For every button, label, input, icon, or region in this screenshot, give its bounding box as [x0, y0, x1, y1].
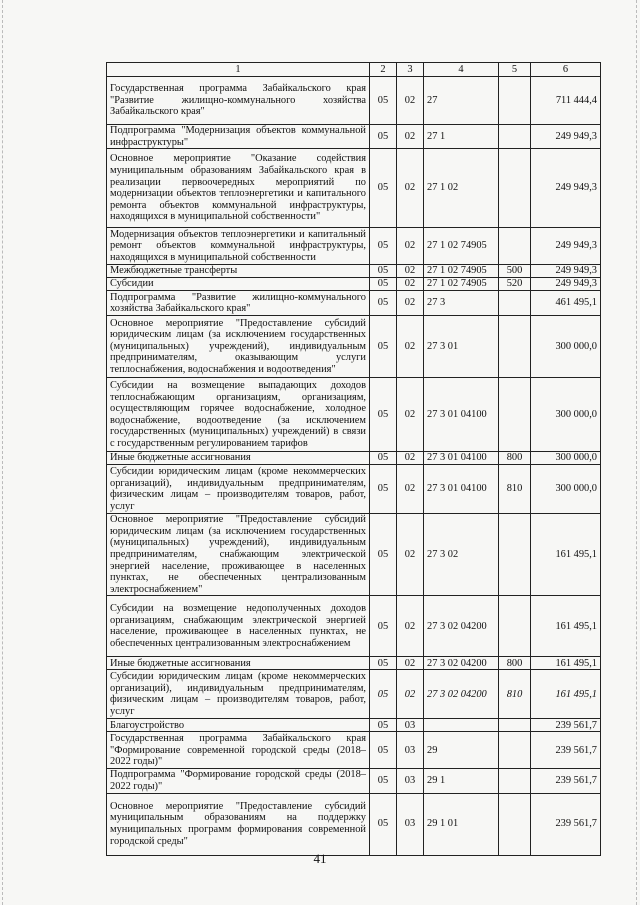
- expense-type-code-cell: 500: [499, 265, 531, 278]
- subsection-code-cell: 03: [397, 719, 424, 732]
- target-item-code-cell: 27 3 01: [424, 316, 499, 378]
- section-code-cell: 05: [370, 769, 397, 793]
- expense-type-code-cell: 520: [499, 278, 531, 291]
- row-name-cell: Субсидии юридическим лицам (кроме некоммерческих организаций), индивидуальным предпринимателям, физическим лицам – производителям товаров, работ, услуг: [107, 465, 370, 514]
- table-row: [107, 769, 601, 793]
- expense-type-code-cell: 810: [499, 465, 531, 514]
- expense-type-code-cell: [499, 793, 531, 855]
- section-code-cell: 05: [370, 596, 397, 657]
- row-name-cell: Субсидии: [107, 278, 370, 291]
- row-name-cell: Подпрограмма "Модернизация объектов коммунальной инфраструктуры": [107, 125, 370, 149]
- row-name-cell: Основное мероприятие "Предоставление субсидий юридическим лицам (за исключением государственных (муниципальных) учреждений), индивидуальным предпринимателям, оказывающим услуги теплоснабжения, водоснабжения и водоотведения": [107, 316, 370, 378]
- target-item-code-cell: 27 3: [424, 291, 499, 316]
- table-row: [107, 265, 601, 278]
- expense-type-code-cell: [499, 228, 531, 265]
- section-code-cell: 05: [370, 278, 397, 291]
- section-code-cell: 05: [370, 452, 397, 465]
- header-cell-3: 3: [397, 63, 424, 77]
- target-item-code-cell: 27 3 01 04100: [424, 452, 499, 465]
- expense-type-code-cell: [499, 149, 531, 228]
- subsection-code-cell: 02: [397, 228, 424, 265]
- subsection-code-cell: 02: [397, 670, 424, 719]
- amount-cell: 239 561,7: [531, 732, 601, 769]
- section-code-cell: 05: [370, 514, 397, 596]
- amount-cell: 249 949,3: [531, 265, 601, 278]
- section-code-cell: 05: [370, 316, 397, 378]
- table-row: [107, 465, 601, 514]
- expense-type-code-cell: [499, 77, 531, 125]
- section-code-cell: 05: [370, 125, 397, 149]
- section-code-cell: 05: [370, 732, 397, 769]
- amount-cell: 300 000,0: [531, 452, 601, 465]
- row-name-cell: Государственная программа Забайкальского края "Формирование современной городской среды (2018–2022 годы)": [107, 732, 370, 769]
- row-name-cell: Иные бюджетные ассигнования: [107, 657, 370, 670]
- amount-cell: 239 561,7: [531, 793, 601, 855]
- target-item-code-cell: 27 1 02: [424, 149, 499, 228]
- target-item-code-cell: 27 3 01 04100: [424, 465, 499, 514]
- amount-cell: 249 949,3: [531, 149, 601, 228]
- table-row: [107, 657, 601, 670]
- expense-type-code-cell: [499, 125, 531, 149]
- section-code-cell: 05: [370, 657, 397, 670]
- row-name-cell: Основное мероприятие "Оказание содействия муниципальным образованиям Забайкальского края в реализации первоочередных мероприятий по модернизации объектов теплоэнергетики и капитального ремонта объектов коммунальной инфраструктуры, находящихся в муниципальной собственности": [107, 149, 370, 228]
- table-row: [107, 670, 601, 719]
- header-cell-4: 4: [424, 63, 499, 77]
- section-code-cell: 05: [370, 670, 397, 719]
- amount-cell: 300 000,0: [531, 378, 601, 452]
- table-row: [107, 228, 601, 265]
- row-name-cell: Благоустройство: [107, 719, 370, 732]
- row-name-cell: Субсидии на возмещение выпадающих доходов теплоснабжающим организациям, организациям, осуществляющим горячее водоснабжение, холодное водоснабжение, водоотведение (за исключением государственных (муниципальных) учреждений) в связи с государственным регулированием тарифов: [107, 378, 370, 452]
- expense-type-code-cell: 800: [499, 657, 531, 670]
- table-row: [107, 291, 601, 316]
- table-body: [107, 77, 601, 856]
- target-item-code-cell: 27 1 02 74905: [424, 265, 499, 278]
- row-name-cell: Субсидии юридическим лицам (кроме некоммерческих организаций), индивидуальным предпринимателям, физическим лицам – производителям товаров, работ, услуг: [107, 670, 370, 719]
- expense-type-code-cell: [499, 769, 531, 793]
- table-row: [107, 149, 601, 228]
- subsection-code-cell: 02: [397, 657, 424, 670]
- amount-cell: 161 495,1: [531, 596, 601, 657]
- section-code-cell: 05: [370, 719, 397, 732]
- table-row: [107, 596, 601, 657]
- amount-cell: 239 561,7: [531, 719, 601, 732]
- amount-cell: 249 949,3: [531, 278, 601, 291]
- amount-cell: 249 949,3: [531, 228, 601, 265]
- budget-table: [106, 62, 601, 856]
- subsection-code-cell: 02: [397, 265, 424, 278]
- subsection-code-cell: 02: [397, 378, 424, 452]
- section-code-cell: 05: [370, 149, 397, 228]
- row-name-cell: Основное мероприятие "Предоставление субсидий юридическим лицам (за исключением государственных (муниципальных) учреждений), индивидуальным предпринимателям, снабжающим электрической энергией население, проживающее в населенных пунктах, не обеспеченных централизованным электроснабжением": [107, 514, 370, 596]
- table-row: [107, 378, 601, 452]
- page-number: 41: [313, 851, 327, 866]
- table-row: [107, 278, 601, 291]
- subsection-code-cell: 02: [397, 278, 424, 291]
- row-name-cell: Подпрограмма "Развитие жилищно-коммунального хозяйства Забайкальского края": [107, 291, 370, 316]
- section-code-cell: 05: [370, 265, 397, 278]
- subsection-code-cell: 03: [397, 732, 424, 769]
- row-name-cell: Субсидии на возмещение недополученных доходов организациям, снабжающим электрической энергией население, проживающее в населенных пунктах, не обеспеченных централизованным электроснабжением: [107, 596, 370, 657]
- section-code-cell: 05: [370, 793, 397, 855]
- expense-type-code-cell: 800: [499, 452, 531, 465]
- expense-type-code-cell: [499, 378, 531, 452]
- target-item-code-cell: 27 1 02 74905: [424, 278, 499, 291]
- expense-type-code-cell: 810: [499, 670, 531, 719]
- expense-type-code-cell: [499, 316, 531, 378]
- subsection-code-cell: 02: [397, 452, 424, 465]
- target-item-code-cell: 27 3 02: [424, 514, 499, 596]
- target-item-code-cell: 29 1: [424, 769, 499, 793]
- amount-cell: 161 495,1: [531, 670, 601, 719]
- header-cell-6: 6: [531, 63, 601, 77]
- expense-type-code-cell: [499, 732, 531, 769]
- subsection-code-cell: 02: [397, 291, 424, 316]
- subsection-code-cell: 02: [397, 149, 424, 228]
- header-cell-1: 1: [107, 63, 370, 77]
- section-code-cell: 05: [370, 77, 397, 125]
- amount-cell: 711 444,4: [531, 77, 601, 125]
- table-row: [107, 316, 601, 378]
- table-row: [107, 793, 601, 855]
- target-item-code-cell: 27 3 02 04200: [424, 596, 499, 657]
- expense-type-code-cell: [499, 291, 531, 316]
- target-item-code-cell: 27 3 02 04200: [424, 657, 499, 670]
- subsection-code-cell: 02: [397, 125, 424, 149]
- subsection-code-cell: 02: [397, 465, 424, 514]
- page-edge-right: [636, 0, 638, 905]
- target-item-code-cell: 27 1 02 74905: [424, 228, 499, 265]
- table-row: [107, 125, 601, 149]
- target-item-code-cell: 27 3 01 04100: [424, 378, 499, 452]
- row-name-cell: Основное мероприятие "Предоставление субсидий муниципальным образованиям на поддержку муниципальных программ формирования современной городской среды": [107, 793, 370, 855]
- page-edge-left: [2, 0, 4, 905]
- target-item-code-cell: 29: [424, 732, 499, 769]
- subsection-code-cell: 02: [397, 77, 424, 125]
- target-item-code-cell: 27 1: [424, 125, 499, 149]
- row-name-cell: Иные бюджетные ассигнования: [107, 452, 370, 465]
- row-name-cell: Межбюджетные трансферты: [107, 265, 370, 278]
- amount-cell: 300 000,0: [531, 316, 601, 378]
- table-row: [107, 452, 601, 465]
- header-cell-2: 2: [370, 63, 397, 77]
- amount-cell: 161 495,1: [531, 657, 601, 670]
- table-row: [107, 732, 601, 769]
- subsection-code-cell: 02: [397, 514, 424, 596]
- section-code-cell: 05: [370, 228, 397, 265]
- subsection-code-cell: 02: [397, 596, 424, 657]
- amount-cell: 300 000,0: [531, 465, 601, 514]
- subsection-code-cell: 03: [397, 769, 424, 793]
- row-name-cell: Модернизация объектов теплоэнергетики и капитальный ремонт объектов коммунальной инфраструктуры, находящихся в муниципальной собственности: [107, 228, 370, 265]
- table-row: [107, 514, 601, 596]
- section-code-cell: 05: [370, 465, 397, 514]
- amount-cell: 239 561,7: [531, 769, 601, 793]
- section-code-cell: 05: [370, 378, 397, 452]
- table-header-row: [107, 63, 601, 77]
- subsection-code-cell: 02: [397, 316, 424, 378]
- expense-type-code-cell: [499, 514, 531, 596]
- amount-cell: 461 495,1: [531, 291, 601, 316]
- target-item-code-cell: [424, 719, 499, 732]
- table-row: [107, 77, 601, 125]
- section-code-cell: 05: [370, 291, 397, 316]
- amount-cell: 249 949,3: [531, 125, 601, 149]
- header-cell-5: 5: [499, 63, 531, 77]
- amount-cell: 161 495,1: [531, 514, 601, 596]
- subsection-code-cell: 03: [397, 793, 424, 855]
- expense-type-code-cell: [499, 596, 531, 657]
- table-row: [107, 719, 601, 732]
- target-item-code-cell: 27 3 02 04200: [424, 670, 499, 719]
- target-item-code-cell: 27: [424, 77, 499, 125]
- target-item-code-cell: 29 1 01: [424, 793, 499, 855]
- row-name-cell: Государственная программа Забайкальского края "Развитие жилищно-коммунального хозяйства Забайкальского края": [107, 77, 370, 125]
- expense-type-code-cell: [499, 719, 531, 732]
- row-name-cell: Подпрограмма "Формирование городской среды (2018–2022 годы)": [107, 769, 370, 793]
